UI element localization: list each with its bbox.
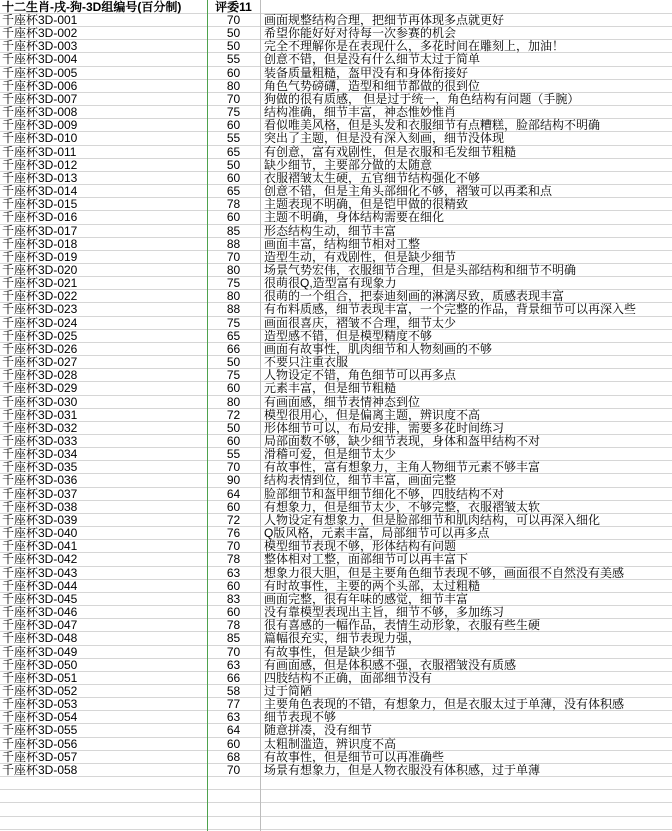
score-cell[interactable]: 70: [226, 249, 241, 264]
empty-row[interactable]: [0, 790, 672, 803]
table-row[interactable]: [0, 632, 672, 645]
comment-cell[interactable]: 局部面数不够，缺少细节表现，身体和盔甲结构不对: [264, 434, 541, 448]
score-cell[interactable]: 70: [226, 762, 241, 777]
score-cell[interactable]: [207, 790, 260, 802]
comment-cell[interactable]: [260, 817, 672, 829]
empty-row[interactable]: [0, 777, 672, 790]
table-row[interactable]: [0, 738, 672, 751]
score-cell[interactable]: 63: [226, 657, 241, 672]
score-cell[interactable]: 72: [226, 512, 241, 527]
entry-id-cell[interactable]: 千座杯3D-004: [2, 52, 78, 67]
score-cell[interactable]: 65: [226, 328, 241, 343]
comment-cell[interactable]: 元素丰富，但是细节粗糙: [264, 381, 397, 396]
comment-cell[interactable]: 衣服褶皱太生硬，五官细节结构强化不够: [264, 170, 481, 185]
entry-id-cell[interactable]: 千座杯3D-031: [2, 407, 78, 422]
table-row[interactable]: [0, 672, 672, 685]
comment-cell[interactable]: 场景有想象力，但是人物衣服没有体积感，过于单薄: [264, 762, 541, 777]
score-cell[interactable]: 50: [226, 420, 241, 435]
entry-id-cell[interactable]: 千座杯3D-037: [2, 486, 78, 501]
comment-cell[interactable]: 有故事性，但是缺少细节: [264, 644, 397, 659]
score-cell[interactable]: 70: [226, 644, 241, 659]
entry-id-cell[interactable]: 千座杯3D-007: [2, 91, 78, 106]
score-cell[interactable]: 55: [226, 52, 241, 67]
score-cell[interactable]: 80: [226, 289, 241, 304]
score-cell[interactable]: 78: [226, 618, 241, 633]
comment-cell[interactable]: 模型很用心，但是偏离主题，辨识度不高: [264, 407, 481, 422]
entry-id-cell[interactable]: 千座杯3D-014: [2, 184, 78, 199]
score-cell[interactable]: 75: [226, 276, 241, 291]
entry-id-cell[interactable]: 千座杯3D-043: [2, 565, 78, 580]
comment-cell[interactable]: 创意不错，但是主角头部细化不够，褶皱可以再柔和点: [264, 184, 553, 199]
score-cell[interactable]: 55: [226, 447, 241, 462]
table-row[interactable]: [0, 580, 672, 593]
score-cell[interactable]: 63: [226, 710, 241, 725]
comment-cell[interactable]: 结构表情到位，细节丰富，画面完整: [264, 473, 457, 488]
comment-cell[interactable]: 画面有故事性，肌肉细节和人物刻画的不够: [264, 341, 493, 356]
table-row[interactable]: [0, 764, 672, 777]
score-cell[interactable]: 66: [226, 341, 241, 356]
comment-cell[interactable]: 形态结构生动，细节丰富: [264, 223, 397, 238]
score-cell[interactable]: 66: [226, 670, 241, 685]
comment-cell[interactable]: 造型感不错，但是模型精度不够: [264, 328, 433, 343]
entry-id-cell[interactable]: 千座杯3D-019: [2, 249, 78, 264]
entry-id-cell[interactable]: 千座杯3D-042: [2, 552, 78, 567]
entry-id-cell[interactable]: 千座杯3D-030: [2, 394, 78, 409]
comment-cell[interactable]: 有故事性，但是细节可以再准确些: [264, 749, 445, 764]
entry-id-cell[interactable]: 千座杯3D-025: [2, 328, 78, 343]
entry-id-cell[interactable]: 千座杯3D-047: [2, 618, 78, 633]
score-cell[interactable]: 88: [226, 236, 241, 251]
entry-id-cell[interactable]: 千座杯3D-015: [2, 197, 78, 212]
score-cell[interactable]: 63: [226, 565, 241, 580]
comment-cell[interactable]: 主题不明确，身体结构需要在细化: [264, 210, 445, 225]
entry-id-cell[interactable]: 千座杯3D-002: [2, 26, 78, 41]
entry-id-cell[interactable]: 千座杯3D-020: [2, 262, 78, 277]
score-cell[interactable]: 70: [226, 91, 241, 106]
entry-id-cell[interactable]: 千座杯3D-052: [2, 683, 78, 698]
score-cell[interactable]: 64: [226, 723, 241, 738]
header-title-cell[interactable]: 十二生肖-戌-狗-3D组编号(百分制): [2, 0, 182, 14]
comment-cell[interactable]: 形体细节可以，布局安排，需要多花时间练习: [264, 420, 505, 435]
comment-cell[interactable]: 创意不错，但是没有什么细节太过于简单: [264, 52, 481, 67]
comment-cell[interactable]: 随意拼凑，没有细节: [264, 723, 373, 738]
comment-cell[interactable]: 很萌很Q,造型富有现象力: [264, 276, 397, 291]
table-row[interactable]: [0, 146, 672, 159]
score-cell[interactable]: 83: [226, 591, 241, 606]
entry-id-cell[interactable]: 千座杯3D-040: [2, 526, 78, 541]
score-cell[interactable]: 78: [226, 552, 241, 567]
score-cell[interactable]: [207, 817, 260, 829]
table-row[interactable]: [0, 225, 672, 238]
comment-cell[interactable]: 结构准确，细节丰富，神态惟妙惟肖: [264, 105, 457, 120]
comment-cell[interactable]: 滑稽可爱，但是细节太少: [264, 447, 397, 462]
score-cell[interactable]: 60: [226, 381, 241, 396]
table-row[interactable]: [0, 382, 672, 395]
table-row[interactable]: [0, 251, 672, 264]
table-row[interactable]: [0, 698, 672, 711]
header-judge-cell[interactable]: 评委11: [215, 0, 252, 14]
score-cell[interactable]: 77: [226, 697, 241, 712]
comment-cell[interactable]: 缺少细节，主要部分做的太随意: [264, 157, 433, 172]
entry-id-cell[interactable]: 千座杯3D-048: [2, 631, 78, 646]
score-cell[interactable]: 60: [226, 65, 241, 80]
comment-cell[interactable]: [260, 777, 672, 789]
score-cell[interactable]: 80: [226, 262, 241, 277]
entry-id-cell[interactable]: 千座杯3D-022: [2, 289, 78, 304]
empty-row[interactable]: [0, 803, 672, 816]
comment-cell[interactable]: 人物设定有想象力，但是脸部细节和肌肉结构，可以再深入细化: [264, 512, 601, 527]
empty-row[interactable]: [0, 817, 672, 830]
entry-id-cell[interactable]: [0, 777, 207, 789]
table-row[interactable]: [0, 646, 672, 659]
score-cell[interactable]: 75: [226, 368, 241, 383]
entry-id-cell[interactable]: 千座杯3D-041: [2, 539, 78, 554]
column-divider-gray: [260, 0, 261, 831]
table-row[interactable]: [0, 303, 672, 316]
score-cell[interactable]: 60: [226, 434, 241, 448]
comment-cell[interactable]: 很萌的一个组合，把泰迪刻画的淋漓尽致，质感表现丰富: [264, 289, 565, 304]
entry-id-cell[interactable]: 千座杯3D-001: [2, 13, 78, 27]
comment-cell[interactable]: 装备质量粗糙，盔甲没有和身体衔接好: [264, 65, 469, 80]
entry-id-cell[interactable]: 千座杯3D-006: [2, 78, 78, 93]
comment-cell[interactable]: 画面规整结构合理，把细节再体现多点就更好: [264, 13, 505, 27]
comment-cell[interactable]: 过于简陋: [264, 683, 313, 698]
comment-cell[interactable]: 有故事性，富有想象力，主角人物细节元素不够丰富: [264, 460, 541, 475]
table-row[interactable]: [0, 474, 672, 487]
score-cell[interactable]: 88: [226, 302, 241, 317]
score-cell[interactable]: 75: [226, 315, 241, 330]
score-cell[interactable]: 75: [226, 105, 241, 120]
entry-id-cell[interactable]: 千座杯3D-049: [2, 644, 78, 659]
entry-id-cell[interactable]: 千座杯3D-016: [2, 210, 78, 225]
comment-cell[interactable]: 有画面感，细节表情神态到位: [264, 394, 421, 409]
comment-cell[interactable]: 完全不理解你是在表现什么，多花时间在雕刻上，加油！: [264, 39, 565, 54]
comment-cell[interactable]: 有创意，富有戏剧性，但是衣服和毛发细节粗糙: [264, 144, 517, 159]
entry-id-cell[interactable]: 千座杯3D-035: [2, 460, 78, 475]
table-row[interactable]: [0, 724, 672, 737]
score-cell[interactable]: 55: [226, 131, 241, 146]
entry-id-cell[interactable]: 千座杯3D-013: [2, 170, 78, 185]
score-cell[interactable]: 64: [226, 486, 241, 501]
table-row[interactable]: [0, 80, 672, 93]
table-row[interactable]: [0, 396, 672, 409]
table-row[interactable]: [0, 409, 672, 422]
score-cell[interactable]: 60: [226, 499, 241, 514]
comment-cell[interactable]: 画面很喜庆，褶皱不合理，细节太少: [264, 315, 457, 330]
entry-id-cell[interactable]: 千座杯3D-055: [2, 723, 78, 738]
entry-id-cell[interactable]: 千座杯3D-053: [2, 697, 78, 712]
entry-id-cell[interactable]: [0, 803, 207, 815]
comment-cell[interactable]: 有画面感，但是体积感不强，衣服褶皱没有质感: [264, 657, 517, 672]
score-cell[interactable]: 90: [226, 473, 241, 488]
entry-id-cell[interactable]: 千座杯3D-050: [2, 657, 78, 672]
entry-id-cell[interactable]: 千座杯3D-056: [2, 736, 78, 751]
column-divider-green: [207, 0, 208, 831]
entry-id-cell[interactable]: [0, 817, 207, 829]
entry-id-cell[interactable]: 千座杯3D-054: [2, 710, 78, 725]
entry-id-cell[interactable]: 千座杯3D-038: [2, 499, 78, 514]
score-cell[interactable]: 60: [226, 170, 241, 185]
entry-id-cell[interactable]: 千座杯3D-039: [2, 512, 78, 527]
score-cell[interactable]: 72: [226, 407, 241, 422]
entry-id-cell[interactable]: 千座杯3D-018: [2, 236, 78, 251]
comment-cell[interactable]: 人物设定不错，角色细节可以再多点: [264, 368, 457, 383]
score-cell[interactable]: 78: [226, 197, 241, 212]
score-cell[interactable]: 68: [226, 749, 241, 764]
score-cell[interactable]: 50: [226, 355, 241, 370]
comment-cell[interactable]: 篇幅很充实，细节表现力强，: [264, 631, 421, 646]
entry-id-cell[interactable]: 千座杯3D-036: [2, 473, 78, 488]
entry-id-cell[interactable]: 千座杯3D-046: [2, 605, 78, 620]
table-row[interactable]: [0, 751, 672, 764]
entry-id-cell[interactable]: [0, 790, 207, 802]
score-cell[interactable]: 60: [226, 578, 241, 593]
entry-id-cell[interactable]: 千座杯3D-057: [2, 749, 78, 764]
entry-id-cell[interactable]: 千座杯3D-033: [2, 434, 78, 448]
score-cell[interactable]: 50: [226, 39, 241, 54]
comment-cell[interactable]: 想象力很大胆，但是主要角色细节表现不够，画面很不自然没有美感: [264, 565, 625, 580]
comment-cell[interactable]: 看似唯美风格，但是头发和衣服细节有点糟糕，脸部结构不明确: [264, 118, 601, 133]
score-cell[interactable]: 85: [226, 631, 241, 646]
score-cell[interactable]: 60: [226, 605, 241, 620]
entry-id-cell[interactable]: 千座杯3D-032: [2, 420, 78, 435]
comment-cell[interactable]: 整体相对工整，面部细节可以再丰富下: [264, 552, 469, 567]
score-cell[interactable]: 50: [226, 26, 241, 41]
entry-id-cell[interactable]: 千座杯3D-012: [2, 157, 78, 172]
comment-cell[interactable]: 造型生动，有戏剧性，但是缺少细节: [264, 249, 457, 264]
comment-cell[interactable]: 没有靠模型表现出主旨，细节不够，多加练习: [264, 605, 505, 620]
entry-id-cell[interactable]: 千座杯3D-044: [2, 578, 78, 593]
comment-cell[interactable]: 有想象力，但是细节太少，不够完整，衣服褶皱太软: [264, 499, 541, 514]
entry-id-cell[interactable]: 千座杯3D-058: [2, 762, 78, 777]
comment-cell[interactable]: 太粗制滥造，辨识度不高: [264, 736, 397, 751]
score-cell[interactable]: 85: [226, 223, 241, 238]
comment-cell[interactable]: 角色气势磅礴，造型和细节都做的很到位: [264, 78, 481, 93]
comment-cell[interactable]: 细节表现不够: [264, 710, 337, 725]
entry-id-cell[interactable]: 千座杯3D-026: [2, 341, 78, 356]
score-cell[interactable]: 70: [226, 539, 241, 554]
score-cell[interactable]: 76: [226, 526, 241, 541]
comment-cell[interactable]: 场景气势宏伟，衣服细节合理，但是头部结构和细节不明确: [264, 262, 577, 277]
table-row[interactable]: [0, 317, 672, 330]
table-row[interactable]: [0, 659, 672, 672]
table-row[interactable]: [0, 567, 672, 580]
table-row[interactable]: [0, 53, 672, 66]
table-row[interactable]: [0, 238, 672, 251]
table-row[interactable]: [0, 67, 672, 80]
entry-id-cell[interactable]: 千座杯3D-011: [2, 144, 77, 159]
entry-id-cell[interactable]: 千座杯3D-029: [2, 381, 78, 396]
entry-id-cell[interactable]: 千座杯3D-023: [2, 302, 78, 317]
header-comment-cell[interactable]: [260, 0, 672, 13]
comment-cell[interactable]: 突出了主题，但是没有深入刻画，细节没体现: [264, 131, 505, 146]
entry-id-cell[interactable]: 千座杯3D-008: [2, 105, 78, 120]
entry-id-cell[interactable]: 千座杯3D-051: [2, 670, 78, 685]
comment-cell[interactable]: 希望你能好好对待每一次参赛的机会: [264, 26, 457, 41]
table-row[interactable]: [0, 488, 672, 501]
score-cell[interactable]: 50: [226, 157, 241, 172]
table-row[interactable]: [0, 330, 672, 343]
comment-cell[interactable]: 很有喜感的一幅作品，表情生动形象，衣服有些生硬: [264, 618, 541, 633]
entry-id-cell[interactable]: 千座杯3D-045: [2, 591, 78, 606]
entry-id-cell[interactable]: 千座杯3D-009: [2, 118, 78, 133]
score-cell[interactable]: 70: [226, 460, 241, 475]
score-cell[interactable]: 70: [226, 13, 241, 27]
entry-id-cell[interactable]: 千座杯3D-010: [2, 131, 78, 146]
table-row[interactable]: [0, 553, 672, 566]
comment-cell[interactable]: 不要只注重衣服: [264, 355, 349, 370]
comment-cell[interactable]: 模型细节表现不够，形体结构有问题: [264, 539, 457, 554]
comment-cell[interactable]: 有时故事性，主要的两个头部，太过粗糙: [264, 578, 481, 593]
comment-cell[interactable]: 主题表现不明确，但是铠甲做的很精致: [264, 197, 469, 212]
score-cell[interactable]: 60: [226, 736, 241, 751]
score-cell[interactable]: 60: [226, 210, 241, 225]
comment-cell[interactable]: 主要角色表现的不错，有想象力，但是衣服太过于单薄，没有体积感: [264, 697, 625, 712]
comment-cell[interactable]: 狗做的很有质感， 但是过于统一，角色结构有问题（手腕）: [264, 91, 580, 106]
comment-cell[interactable]: Q版风格，元素丰富，局部细节可以再多点: [264, 526, 490, 541]
score-cell[interactable]: 65: [226, 144, 241, 159]
score-cell[interactable]: 60: [226, 118, 241, 133]
table-row[interactable]: [0, 159, 672, 172]
comment-cell[interactable]: 脸部细节和盔甲细节细化不够，四肢结构不对: [264, 486, 505, 501]
score-cell[interactable]: 58: [226, 683, 241, 698]
comment-cell[interactable]: 画面丰富，结构细节相对工整: [264, 236, 421, 251]
entry-id-cell[interactable]: 千座杯3D-034: [2, 447, 78, 462]
score-cell[interactable]: [207, 803, 260, 815]
score-cell[interactable]: 65: [226, 184, 241, 199]
entry-id-cell[interactable]: 千座杯3D-005: [2, 65, 78, 80]
score-cell[interactable]: [207, 777, 260, 789]
comment-cell[interactable]: [260, 803, 672, 815]
comment-cell[interactable]: 四肢结构不正确，面部细节没有: [264, 670, 433, 685]
entry-id-cell[interactable]: 千座杯3D-017: [2, 223, 78, 238]
entry-id-cell[interactable]: 千座杯3D-021: [2, 276, 78, 291]
rows-container: [0, 14, 672, 830]
header-row: [0, 0, 672, 14]
entry-id-cell[interactable]: 千座杯3D-024: [2, 315, 78, 330]
comment-cell[interactable]: [260, 790, 672, 802]
entry-id-cell[interactable]: 千座杯3D-003: [2, 39, 78, 54]
score-cell[interactable]: 80: [226, 394, 241, 409]
table-row[interactable]: [0, 501, 672, 514]
table-row[interactable]: [0, 211, 672, 224]
entry-id-cell[interactable]: 千座杯3D-027: [2, 355, 78, 370]
table-row[interactable]: [0, 132, 672, 145]
comment-cell[interactable]: 画面完整，很有年味的感觉，细节丰富: [264, 591, 469, 606]
comment-cell[interactable]: 有布料质感，细节表现丰富，一个完整的作品，背景细节可以再深入些: [264, 302, 637, 317]
score-cell[interactable]: 80: [226, 78, 241, 93]
entry-id-cell[interactable]: 千座杯3D-028: [2, 368, 78, 383]
